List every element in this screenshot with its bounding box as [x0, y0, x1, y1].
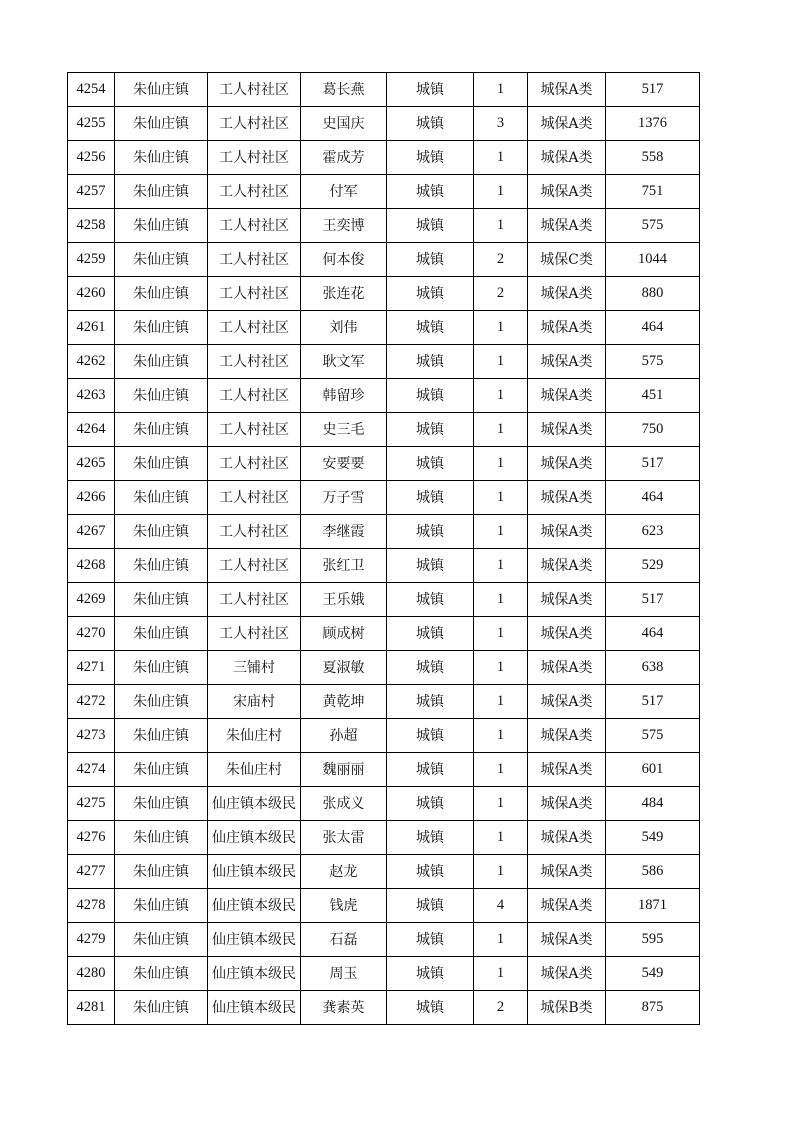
town-name-cell: 朱仙庄镇 [115, 73, 208, 107]
area-type-cell: 城镇 [387, 855, 474, 889]
amount-cell: 464 [606, 311, 700, 345]
person-name-cell: 韩留珍 [301, 379, 387, 413]
amount-cell: 517 [606, 685, 700, 719]
table-row [68, 821, 700, 855]
person-name-cell: 张太雷 [301, 821, 387, 855]
household-size-cell: 1 [474, 719, 528, 753]
table-row [68, 243, 700, 277]
household-size-cell: 1 [474, 345, 528, 379]
person-name-cell: 张红卫 [301, 549, 387, 583]
area-type-cell: 城镇 [387, 617, 474, 651]
village-name-cell: 仙庄镇本级民 [208, 957, 301, 991]
household-size-cell: 1 [474, 651, 528, 685]
town-name-cell: 朱仙庄镇 [115, 651, 208, 685]
table-row [68, 141, 700, 175]
row-number-cell: 4260 [68, 277, 115, 311]
village-name-cell: 工人村社区 [208, 141, 301, 175]
person-name-cell: 葛长燕 [301, 73, 387, 107]
village-name-cell: 仙庄镇本级民 [208, 923, 301, 957]
category-cell: 城保B类 [528, 991, 606, 1025]
town-name-cell: 朱仙庄镇 [115, 345, 208, 379]
area-type-cell: 城镇 [387, 957, 474, 991]
village-name-cell: 工人村社区 [208, 413, 301, 447]
category-cell: 城保A类 [528, 889, 606, 923]
town-name-cell: 朱仙庄镇 [115, 515, 208, 549]
amount-cell: 880 [606, 277, 700, 311]
row-number-cell: 4279 [68, 923, 115, 957]
village-name-cell: 工人村社区 [208, 515, 301, 549]
amount-cell: 1871 [606, 889, 700, 923]
village-name-cell: 工人村社区 [208, 209, 301, 243]
area-type-cell: 城镇 [387, 549, 474, 583]
person-name-cell: 赵龙 [301, 855, 387, 889]
category-cell: 城保A类 [528, 787, 606, 821]
amount-cell: 586 [606, 855, 700, 889]
village-name-cell: 仙庄镇本级民 [208, 889, 301, 923]
person-name-cell: 刘伟 [301, 311, 387, 345]
row-number-cell: 4258 [68, 209, 115, 243]
category-cell: 城保A类 [528, 481, 606, 515]
amount-cell: 517 [606, 73, 700, 107]
category-cell: 城保A类 [528, 311, 606, 345]
village-name-cell: 工人村社区 [208, 583, 301, 617]
town-name-cell: 朱仙庄镇 [115, 243, 208, 277]
town-name-cell: 朱仙庄镇 [115, 821, 208, 855]
category-cell: 城保A类 [528, 447, 606, 481]
household-size-cell: 3 [474, 107, 528, 141]
row-number-cell: 4270 [68, 617, 115, 651]
household-size-cell: 1 [474, 447, 528, 481]
category-cell: 城保A类 [528, 107, 606, 141]
household-size-cell: 1 [474, 855, 528, 889]
table-row [68, 549, 700, 583]
town-name-cell: 朱仙庄镇 [115, 107, 208, 141]
area-type-cell: 城镇 [387, 889, 474, 923]
row-number-cell: 4281 [68, 991, 115, 1025]
category-cell: 城保A类 [528, 175, 606, 209]
table-row [68, 277, 700, 311]
amount-cell: 638 [606, 651, 700, 685]
table-row [68, 957, 700, 991]
area-type-cell: 城镇 [387, 685, 474, 719]
person-name-cell: 王乐娥 [301, 583, 387, 617]
household-size-cell: 1 [474, 583, 528, 617]
row-number-cell: 4272 [68, 685, 115, 719]
town-name-cell: 朱仙庄镇 [115, 855, 208, 889]
person-name-cell: 李继霞 [301, 515, 387, 549]
table-row [68, 583, 700, 617]
village-name-cell: 工人村社区 [208, 107, 301, 141]
area-type-cell: 城镇 [387, 719, 474, 753]
household-size-cell: 1 [474, 311, 528, 345]
household-size-cell: 1 [474, 787, 528, 821]
area-type-cell: 城镇 [387, 209, 474, 243]
table-row [68, 413, 700, 447]
person-name-cell: 史三毛 [301, 413, 387, 447]
household-size-cell: 1 [474, 753, 528, 787]
amount-cell: 517 [606, 583, 700, 617]
village-name-cell: 仙庄镇本级民 [208, 855, 301, 889]
row-number-cell: 4278 [68, 889, 115, 923]
household-size-cell: 1 [474, 549, 528, 583]
category-cell: 城保A类 [528, 515, 606, 549]
row-number-cell: 4262 [68, 345, 115, 379]
area-type-cell: 城镇 [387, 175, 474, 209]
household-size-cell: 1 [474, 685, 528, 719]
row-number-cell: 4261 [68, 311, 115, 345]
category-cell: 城保A类 [528, 923, 606, 957]
town-name-cell: 朱仙庄镇 [115, 209, 208, 243]
person-name-cell: 孙超 [301, 719, 387, 753]
area-type-cell: 城镇 [387, 141, 474, 175]
area-type-cell: 城镇 [387, 821, 474, 855]
person-name-cell: 史国庆 [301, 107, 387, 141]
amount-cell: 875 [606, 991, 700, 1025]
amount-cell: 517 [606, 447, 700, 481]
town-name-cell: 朱仙庄镇 [115, 277, 208, 311]
amount-cell: 623 [606, 515, 700, 549]
person-name-cell: 付军 [301, 175, 387, 209]
village-name-cell: 工人村社区 [208, 311, 301, 345]
row-number-cell: 4268 [68, 549, 115, 583]
area-type-cell: 城镇 [387, 481, 474, 515]
household-size-cell: 1 [474, 821, 528, 855]
town-name-cell: 朱仙庄镇 [115, 957, 208, 991]
table-row [68, 209, 700, 243]
person-name-cell: 钱虎 [301, 889, 387, 923]
amount-cell: 1044 [606, 243, 700, 277]
category-cell: 城保A类 [528, 617, 606, 651]
area-type-cell: 城镇 [387, 107, 474, 141]
row-number-cell: 4277 [68, 855, 115, 889]
person-name-cell: 霍成芳 [301, 141, 387, 175]
row-number-cell: 4254 [68, 73, 115, 107]
town-name-cell: 朱仙庄镇 [115, 175, 208, 209]
household-size-cell: 1 [474, 73, 528, 107]
village-name-cell: 工人村社区 [208, 549, 301, 583]
area-type-cell: 城镇 [387, 277, 474, 311]
amount-cell: 529 [606, 549, 700, 583]
category-cell: 城保A类 [528, 73, 606, 107]
amount-cell: 575 [606, 209, 700, 243]
category-cell: 城保A类 [528, 753, 606, 787]
village-name-cell: 仙庄镇本级民 [208, 787, 301, 821]
area-type-cell: 城镇 [387, 243, 474, 277]
table-row [68, 481, 700, 515]
area-type-cell: 城镇 [387, 379, 474, 413]
person-name-cell: 万子雪 [301, 481, 387, 515]
table-row [68, 855, 700, 889]
category-cell: 城保A类 [528, 413, 606, 447]
category-cell: 城保A类 [528, 651, 606, 685]
household-size-cell: 1 [474, 923, 528, 957]
row-number-cell: 4265 [68, 447, 115, 481]
table-row [68, 651, 700, 685]
household-size-cell: 1 [474, 413, 528, 447]
person-name-cell: 黄乾坤 [301, 685, 387, 719]
household-size-cell: 1 [474, 141, 528, 175]
village-name-cell: 工人村社区 [208, 277, 301, 311]
amount-cell: 464 [606, 617, 700, 651]
household-size-cell: 1 [474, 379, 528, 413]
table-row [68, 923, 700, 957]
amount-cell: 751 [606, 175, 700, 209]
person-name-cell: 石磊 [301, 923, 387, 957]
area-type-cell: 城镇 [387, 413, 474, 447]
amount-cell: 575 [606, 345, 700, 379]
town-name-cell: 朱仙庄镇 [115, 379, 208, 413]
household-size-cell: 1 [474, 209, 528, 243]
table-row [68, 685, 700, 719]
category-cell: 城保A类 [528, 855, 606, 889]
household-size-cell: 2 [474, 243, 528, 277]
person-name-cell: 龚素英 [301, 991, 387, 1025]
town-name-cell: 朱仙庄镇 [115, 889, 208, 923]
category-cell: 城保A类 [528, 821, 606, 855]
village-name-cell: 工人村社区 [208, 345, 301, 379]
area-type-cell: 城镇 [387, 787, 474, 821]
row-number-cell: 4259 [68, 243, 115, 277]
town-name-cell: 朱仙庄镇 [115, 583, 208, 617]
person-name-cell: 何本俊 [301, 243, 387, 277]
row-number-cell: 4264 [68, 413, 115, 447]
amount-cell: 451 [606, 379, 700, 413]
category-cell: 城保A类 [528, 345, 606, 379]
table-body [68, 73, 700, 1025]
area-type-cell: 城镇 [387, 923, 474, 957]
table-row [68, 379, 700, 413]
town-name-cell: 朱仙庄镇 [115, 787, 208, 821]
amount-cell: 1376 [606, 107, 700, 141]
table-row [68, 447, 700, 481]
person-name-cell: 魏丽丽 [301, 753, 387, 787]
row-number-cell: 4273 [68, 719, 115, 753]
table-row [68, 889, 700, 923]
town-name-cell: 朱仙庄镇 [115, 991, 208, 1025]
category-cell: 城保A类 [528, 209, 606, 243]
row-number-cell: 4255 [68, 107, 115, 141]
category-cell: 城保A类 [528, 957, 606, 991]
village-name-cell: 工人村社区 [208, 379, 301, 413]
table-row [68, 719, 700, 753]
table-row [68, 311, 700, 345]
area-type-cell: 城镇 [387, 73, 474, 107]
row-number-cell: 4263 [68, 379, 115, 413]
category-cell: 城保C类 [528, 243, 606, 277]
household-size-cell: 1 [474, 175, 528, 209]
table-row [68, 107, 700, 141]
area-type-cell: 城镇 [387, 991, 474, 1025]
amount-cell: 601 [606, 753, 700, 787]
area-type-cell: 城镇 [387, 311, 474, 345]
town-name-cell: 朱仙庄镇 [115, 481, 208, 515]
row-number-cell: 4276 [68, 821, 115, 855]
row-number-cell: 4275 [68, 787, 115, 821]
person-name-cell: 张成义 [301, 787, 387, 821]
town-name-cell: 朱仙庄镇 [115, 617, 208, 651]
table-row [68, 787, 700, 821]
household-size-cell: 1 [474, 515, 528, 549]
amount-cell: 549 [606, 957, 700, 991]
table-row [68, 175, 700, 209]
town-name-cell: 朱仙庄镇 [115, 413, 208, 447]
household-size-cell: 1 [474, 957, 528, 991]
amount-cell: 549 [606, 821, 700, 855]
person-name-cell: 安要要 [301, 447, 387, 481]
village-name-cell: 工人村社区 [208, 73, 301, 107]
town-name-cell: 朱仙庄镇 [115, 141, 208, 175]
category-cell: 城保A类 [528, 685, 606, 719]
amount-cell: 484 [606, 787, 700, 821]
amount-cell: 464 [606, 481, 700, 515]
household-size-cell: 2 [474, 277, 528, 311]
person-name-cell: 顾成树 [301, 617, 387, 651]
amount-cell: 558 [606, 141, 700, 175]
row-number-cell: 4271 [68, 651, 115, 685]
amount-cell: 750 [606, 413, 700, 447]
row-number-cell: 4280 [68, 957, 115, 991]
village-name-cell: 仙庄镇本级民 [208, 991, 301, 1025]
person-name-cell: 耿文军 [301, 345, 387, 379]
row-number-cell: 4257 [68, 175, 115, 209]
category-cell: 城保A类 [528, 277, 606, 311]
person-name-cell: 周玉 [301, 957, 387, 991]
row-number-cell: 4266 [68, 481, 115, 515]
table-row [68, 345, 700, 379]
household-size-cell: 4 [474, 889, 528, 923]
town-name-cell: 朱仙庄镇 [115, 719, 208, 753]
household-size-cell: 1 [474, 481, 528, 515]
table-row [68, 753, 700, 787]
town-name-cell: 朱仙庄镇 [115, 923, 208, 957]
town-name-cell: 朱仙庄镇 [115, 447, 208, 481]
town-name-cell: 朱仙庄镇 [115, 753, 208, 787]
person-name-cell: 王奕博 [301, 209, 387, 243]
table-row [68, 515, 700, 549]
table-row [68, 991, 700, 1025]
village-name-cell: 宋庙村 [208, 685, 301, 719]
row-number-cell: 4269 [68, 583, 115, 617]
village-name-cell: 工人村社区 [208, 243, 301, 277]
village-name-cell: 三铺村 [208, 651, 301, 685]
area-type-cell: 城镇 [387, 753, 474, 787]
category-cell: 城保A类 [528, 719, 606, 753]
table-row [68, 73, 700, 107]
row-number-cell: 4274 [68, 753, 115, 787]
household-size-cell: 2 [474, 991, 528, 1025]
category-cell: 城保A类 [528, 583, 606, 617]
table-row [68, 617, 700, 651]
person-name-cell: 张连花 [301, 277, 387, 311]
village-name-cell: 工人村社区 [208, 481, 301, 515]
area-type-cell: 城镇 [387, 345, 474, 379]
village-name-cell: 朱仙庄村 [208, 753, 301, 787]
category-cell: 城保A类 [528, 549, 606, 583]
row-number-cell: 4267 [68, 515, 115, 549]
town-name-cell: 朱仙庄镇 [115, 549, 208, 583]
amount-cell: 595 [606, 923, 700, 957]
area-type-cell: 城镇 [387, 651, 474, 685]
area-type-cell: 城镇 [387, 515, 474, 549]
village-name-cell: 朱仙庄村 [208, 719, 301, 753]
category-cell: 城保A类 [528, 141, 606, 175]
town-name-cell: 朱仙庄镇 [115, 685, 208, 719]
beneficiary-table [67, 72, 700, 1025]
village-name-cell: 工人村社区 [208, 447, 301, 481]
amount-cell: 575 [606, 719, 700, 753]
village-name-cell: 工人村社区 [208, 617, 301, 651]
row-number-cell: 4256 [68, 141, 115, 175]
person-name-cell: 夏淑敏 [301, 651, 387, 685]
village-name-cell: 工人村社区 [208, 175, 301, 209]
town-name-cell: 朱仙庄镇 [115, 311, 208, 345]
household-size-cell: 1 [474, 617, 528, 651]
category-cell: 城保A类 [528, 379, 606, 413]
area-type-cell: 城镇 [387, 583, 474, 617]
area-type-cell: 城镇 [387, 447, 474, 481]
village-name-cell: 仙庄镇本级民 [208, 821, 301, 855]
